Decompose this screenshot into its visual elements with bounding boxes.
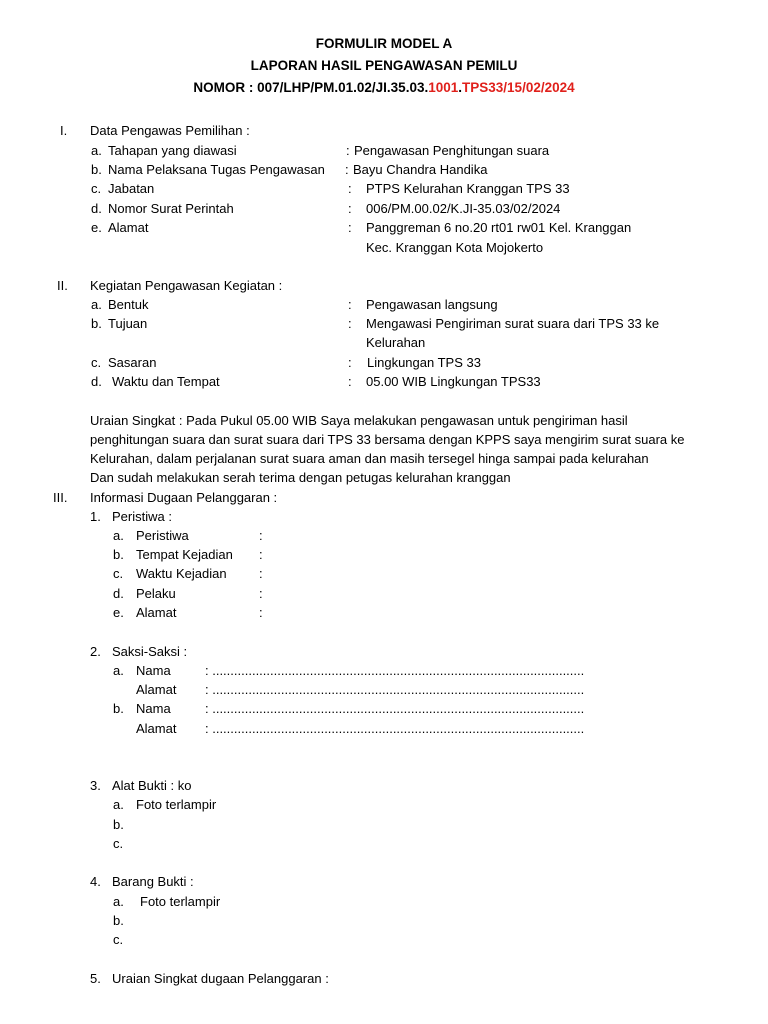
row-label: Peristiwa	[136, 528, 189, 543]
row-letter: b.	[113, 701, 124, 716]
barang-bukti-number: 4.	[90, 874, 101, 889]
row-colon: :	[259, 547, 263, 562]
row-label: Waktu dan Tempat	[112, 374, 220, 389]
row-letter: d.	[91, 201, 102, 216]
row-label: Sasaran	[108, 355, 157, 370]
row-letter: d.	[91, 374, 102, 389]
uraian-line: Dan sudah melakukan serah terima dengan petugas kelurahan kranggan	[90, 470, 511, 485]
row-colon: :	[348, 201, 352, 216]
row-label: Bentuk	[108, 297, 149, 312]
row-colon: :	[345, 162, 349, 177]
list-letter: a.	[113, 894, 124, 909]
section2-title: Kegiatan Pengawasan Kegiatan :	[90, 278, 283, 293]
uraian-dugaan-title: Uraian Singkat dugaan Pelanggaran :	[112, 971, 329, 986]
row-value-continued: Kec. Kranggan Kota Mojokerto	[366, 240, 544, 255]
row-colon: :	[259, 605, 263, 620]
dotted-fill: : .......................................................................................................	[205, 682, 585, 697]
section1-numeral: I.	[60, 123, 68, 138]
uraian-line: Uraian Singkat : Pada Pukul 05.00 WIB Saya melakukan pengawasan untuk pengiriman hasil	[90, 413, 628, 428]
dotted-fill: : .......................................................................................................	[205, 701, 585, 716]
row-value: Pengawasan Penghitungan suara	[354, 143, 550, 158]
row-letter: c.	[113, 566, 124, 581]
row-letter: a.	[113, 663, 124, 678]
row-colon: :	[348, 316, 352, 331]
barang-bukti-title: Barang Bukti :	[112, 874, 194, 889]
row-label: Pelaku	[136, 586, 176, 601]
row-value: Pengawasan langsung	[366, 297, 498, 312]
row-value: PTPS Kelurahan Kranggan TPS 33	[366, 181, 570, 196]
row-label: Alamat	[136, 721, 177, 736]
uraian-dugaan-number: 5.	[90, 971, 101, 986]
row-colon: :	[348, 181, 352, 196]
row-label: Jabatan	[108, 181, 155, 196]
list-letter: b.	[113, 913, 124, 928]
row-label: Nomor Surat Perintah	[108, 201, 234, 216]
row-label: Alamat	[108, 220, 149, 235]
row-label: Nama	[136, 701, 171, 716]
row-colon: :	[348, 374, 352, 389]
row-letter: a.	[91, 297, 102, 312]
row-colon: :	[348, 220, 352, 235]
report-number-tps-date: TPS33/15/02/2024	[462, 80, 575, 95]
list-letter: c.	[113, 836, 124, 851]
report-number-code: 1001	[428, 80, 459, 95]
row-colon: :	[259, 528, 263, 543]
row-label: Nama Pelaksana Tugas Pengawasan	[108, 162, 325, 177]
row-value: 006/PM.00.02/K.JI-35.03/02/2024	[366, 201, 561, 216]
row-label: Waktu Kejadian	[136, 566, 227, 581]
row-letter: c.	[91, 355, 102, 370]
section3-numeral: III.	[53, 490, 68, 505]
row-colon: :	[259, 566, 263, 581]
row-label: Alamat	[136, 682, 177, 697]
row-letter: a.	[91, 143, 102, 158]
saksi-title: Saksi-Saksi :	[112, 644, 188, 659]
row-letter: b.	[113, 547, 124, 562]
row-value: Mengawasi Pengiriman surat suara dari TPS 33 ke	[366, 316, 660, 331]
row-label: Tempat Kejadian	[136, 547, 233, 562]
section1-title: Data Pengawas Pemilihan :	[90, 123, 250, 138]
report-number-prefix: NOMOR : 007/LHP/PM.01.02/JI.35.03.	[193, 80, 429, 95]
row-colon: :	[259, 586, 263, 601]
row-label: Alamat	[136, 605, 177, 620]
uraian-line: Kelurahan, dalam perjalanan surat suara aman dan masih tersegel hinga sampai pada kelurahan	[90, 451, 649, 466]
row-colon: :	[348, 297, 352, 312]
peristiwa-number: 1.	[90, 509, 101, 524]
report-number	[0, 80, 768, 96]
row-colon: :	[348, 355, 352, 370]
row-label: Tujuan	[108, 316, 148, 331]
alat-bukti-number: 3.	[90, 778, 101, 793]
row-letter: b.	[91, 316, 102, 331]
row-letter: d.	[113, 586, 124, 601]
dotted-fill: : .......................................................................................................	[205, 663, 585, 678]
report-number-dot: .	[458, 80, 463, 95]
list-text: Foto terlampir	[136, 797, 217, 812]
row-label: Tahapan yang diawasi	[108, 143, 237, 158]
list-letter: a.	[113, 797, 124, 812]
row-label: Nama	[136, 663, 171, 678]
row-letter: e.	[113, 605, 124, 620]
report-title: LAPORAN HASIL PENGAWASAN PEMILU	[250, 58, 518, 73]
dotted-fill: : .......................................................................................................	[205, 721, 585, 736]
row-letter: e.	[91, 220, 102, 235]
section2-numeral: II.	[57, 278, 68, 293]
list-letter: b.	[113, 817, 124, 832]
row-letter: b.	[91, 162, 102, 177]
row-letter: c.	[91, 181, 102, 196]
row-value-continued: Kelurahan	[366, 335, 426, 350]
row-value: Bayu Chandra Handika	[353, 162, 488, 177]
form-title: FORMULIR MODEL A	[315, 36, 453, 51]
alat-bukti-title: Alat Bukti : ko	[112, 778, 192, 793]
row-value: Panggreman 6 no.20 rt01 rw01 Kel. Kranggan	[366, 220, 632, 235]
row-value: 05.00 WIB Lingkungan TPS33	[366, 374, 541, 389]
peristiwa-title: Peristiwa :	[112, 509, 172, 524]
saksi-number: 2.	[90, 644, 101, 659]
list-letter: c.	[113, 932, 124, 947]
uraian-line: penghitungan suara dan surat suara dari TPS 33 bersama dengan KPPS saya mengirim surat suara ke	[90, 432, 685, 447]
row-value: Lingkungan TPS 33	[367, 355, 481, 370]
section3-title: Informasi Dugaan Pelanggaran :	[90, 490, 278, 505]
row-colon: :	[346, 143, 350, 158]
row-letter: a.	[113, 528, 124, 543]
list-text: Foto terlampir	[140, 894, 221, 909]
